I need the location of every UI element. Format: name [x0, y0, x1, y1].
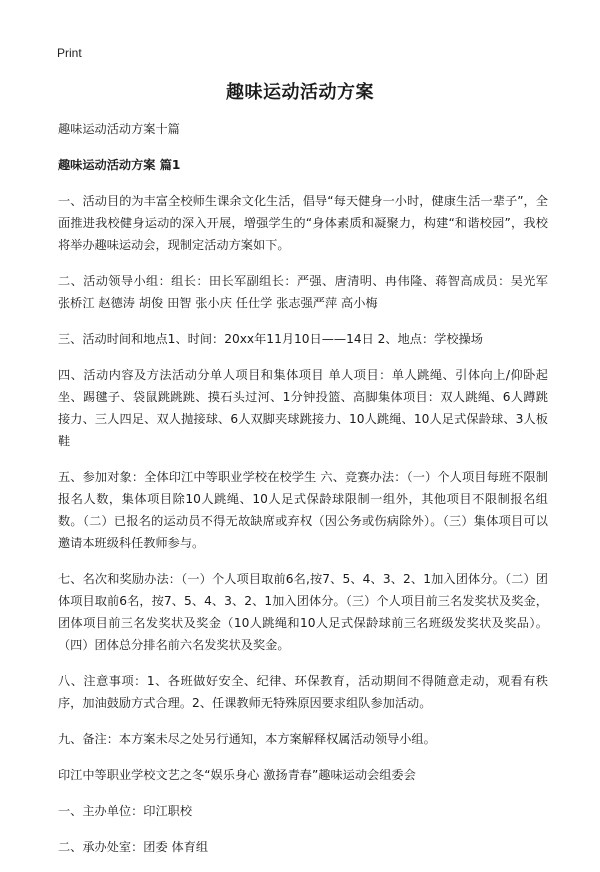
- section-title: 趣味运动活动方案 篇1: [58, 158, 181, 172]
- paragraph-time-location: 三、活动时间和地点1、时间：20xx年11月10日——14日 2、地点：学校操场: [58, 332, 483, 346]
- document-body: [58, 118, 548, 872]
- paragraph-host: 一、主办单位：印江职校: [58, 804, 193, 818]
- paragraph-co-organizer: 二、承办处室：团委 体育组: [58, 840, 209, 854]
- paragraph-leadership: 二、活动领导小组：组长：田长军副组长：严强、唐清明、冉伟隆、蒋智高成员：吴光军 张桥江 赵德涛 胡俊 田智 张小庆 任仕学 张志强严萍 高小梅: [58, 274, 548, 310]
- document-subtitle: 趣味运动活动方案十篇: [58, 122, 180, 136]
- print-link[interactable]: Print: [57, 46, 82, 60]
- paragraph-organizer-committee: 印江中等职业学校文艺之冬“娱乐身心 激扬青春”趣味运动会组委会: [58, 768, 416, 782]
- paragraph-notes: 八、注意事项：1、各班做好安全、纪律、环保教育，活动期间不得随意走动，观看有秩序，加油鼓励方式合理。2、任课教师无特殊原因要求组队参加活动。: [58, 674, 548, 710]
- paragraph-participants-rules: 五、参加对象：全体印江中等职业学校在校学生 六、竞赛办法：（一）个人项目每班不限制报名人数，集体项目除10人跳绳、10人足式保龄球限制一组外，其他项目不限制报名组数。（二）已报名的运动员不得无故缺席或弃权（因公务或伤病除外）。（三）集体项目可以邀请本班级科任教师参与。: [58, 470, 548, 550]
- document-title: 趣味运动活动方案: [226, 82, 374, 103]
- paragraph-rankings-awards: 七、名次和奖励办法：（一）个人项目取前6名,按7、5、4、3、2、1加入团体分。（二）团体项目取前6名，按7、5、4、3、2、1加入团体分。（三）个人项目前三名发奖状及奖金，团体项目前三名发奖状及奖金（10人跳绳和10人足式保龄球前三名班级发奖状及奖品）。（四）团体总分排名前六名发奖状及奖金。: [58, 572, 548, 652]
- paragraph-remarks: 九、备注：本方案未尽之处另行通知，本方案解释权属活动领导小组。: [58, 732, 436, 746]
- paragraph-content-method: 四、活动内容及方法活动分单人项目和集体项目 单人项目：单人跳绳、引体向上/仰卧起坐、踢毽子、袋鼠跳跳跳、摸石头过河、1分钟投篮、高脚集体项目：双人跳绳、6人蹲跳接力、三人四足、双人抛接球、6人双脚夹球跳接力、10人跳绳、10人足式保龄球、3人板鞋: [58, 368, 548, 448]
- paragraph-purpose: 一、活动目的为丰富全校师生课余文化生活，倡导“每天健身一小时，健康生活一辈子”，全面推进我校健身运动的深入开展，增强学生的“身体素质和凝聚力，构建“和谐校园”，我校将举办趣味运动会，现制定活动方案如下。: [58, 194, 548, 252]
